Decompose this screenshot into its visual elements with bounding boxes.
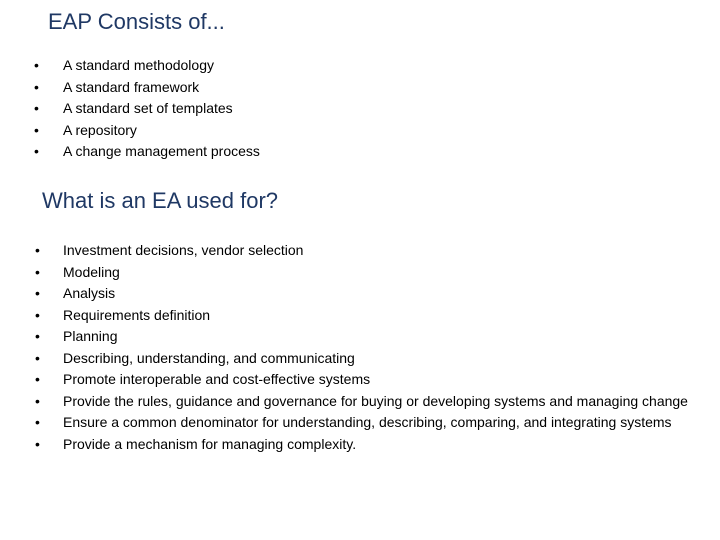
list-item (34, 55, 260, 77)
list-item-text: Provide a mechanism for managing complexity. (63, 435, 357, 452)
list-item-text: Promote interoperable and cost-effective systems (63, 371, 371, 387)
section-title-ea-used-for: What is an EA used for? (42, 188, 279, 213)
list-item-text: Provide the rules, guidance and governance for buying or developing systems and managing change (63, 392, 688, 409)
bullet-icon: • (35, 414, 40, 430)
bullet-icon: • (35, 285, 40, 301)
list-item-text: A standard set of templates (63, 100, 233, 116)
bullet-icon: • (35, 328, 40, 344)
bullet-icon: • (34, 57, 39, 73)
list-item (35, 348, 695, 370)
list-item (35, 240, 695, 262)
list-item (34, 98, 260, 120)
list-item-text: Investment decisions, vendor selection (63, 242, 304, 258)
list-item-text: A change management process (63, 143, 260, 159)
list-item-text: Describing, understanding, and communicating (63, 349, 355, 366)
list-item (34, 120, 260, 142)
list-item-text: A standard methodology (63, 57, 214, 73)
list-item-text: Analysis (63, 285, 116, 301)
ea-uses-list (35, 240, 695, 455)
bullet-icon: • (35, 306, 40, 323)
eap-components-list (34, 55, 260, 163)
list-item-text: Requirements definition (63, 306, 211, 323)
bullet-icon: • (34, 143, 39, 159)
list-item-text: Planning (63, 328, 118, 344)
list-item (35, 412, 695, 434)
bullet-icon: • (35, 349, 40, 366)
list-item (35, 391, 695, 413)
list-item-text: Ensure a common denominator for understanding, describing, comparing, and integrating systems (63, 414, 672, 430)
bullet-icon: • (35, 371, 40, 387)
list-item (35, 369, 695, 391)
list-item (35, 326, 695, 348)
list-item (34, 77, 260, 99)
bullet-icon: • (35, 435, 40, 452)
bullet-icon: • (34, 100, 39, 116)
section-title-eap-consists: EAP Consists of... (48, 9, 225, 34)
list-item-text: A repository (63, 121, 137, 138)
bullet-icon: • (35, 242, 40, 258)
list-item (35, 262, 695, 284)
list-item (35, 283, 695, 305)
list-item-text: A standard framework (63, 78, 200, 95)
bullet-icon: • (35, 263, 40, 280)
list-item (34, 141, 260, 163)
list-item (35, 434, 695, 456)
list-item-text: Modeling (63, 263, 120, 280)
bullet-icon: • (34, 78, 39, 95)
bullet-icon: • (34, 121, 39, 138)
bullet-icon: • (35, 392, 40, 409)
list-item (35, 305, 695, 327)
